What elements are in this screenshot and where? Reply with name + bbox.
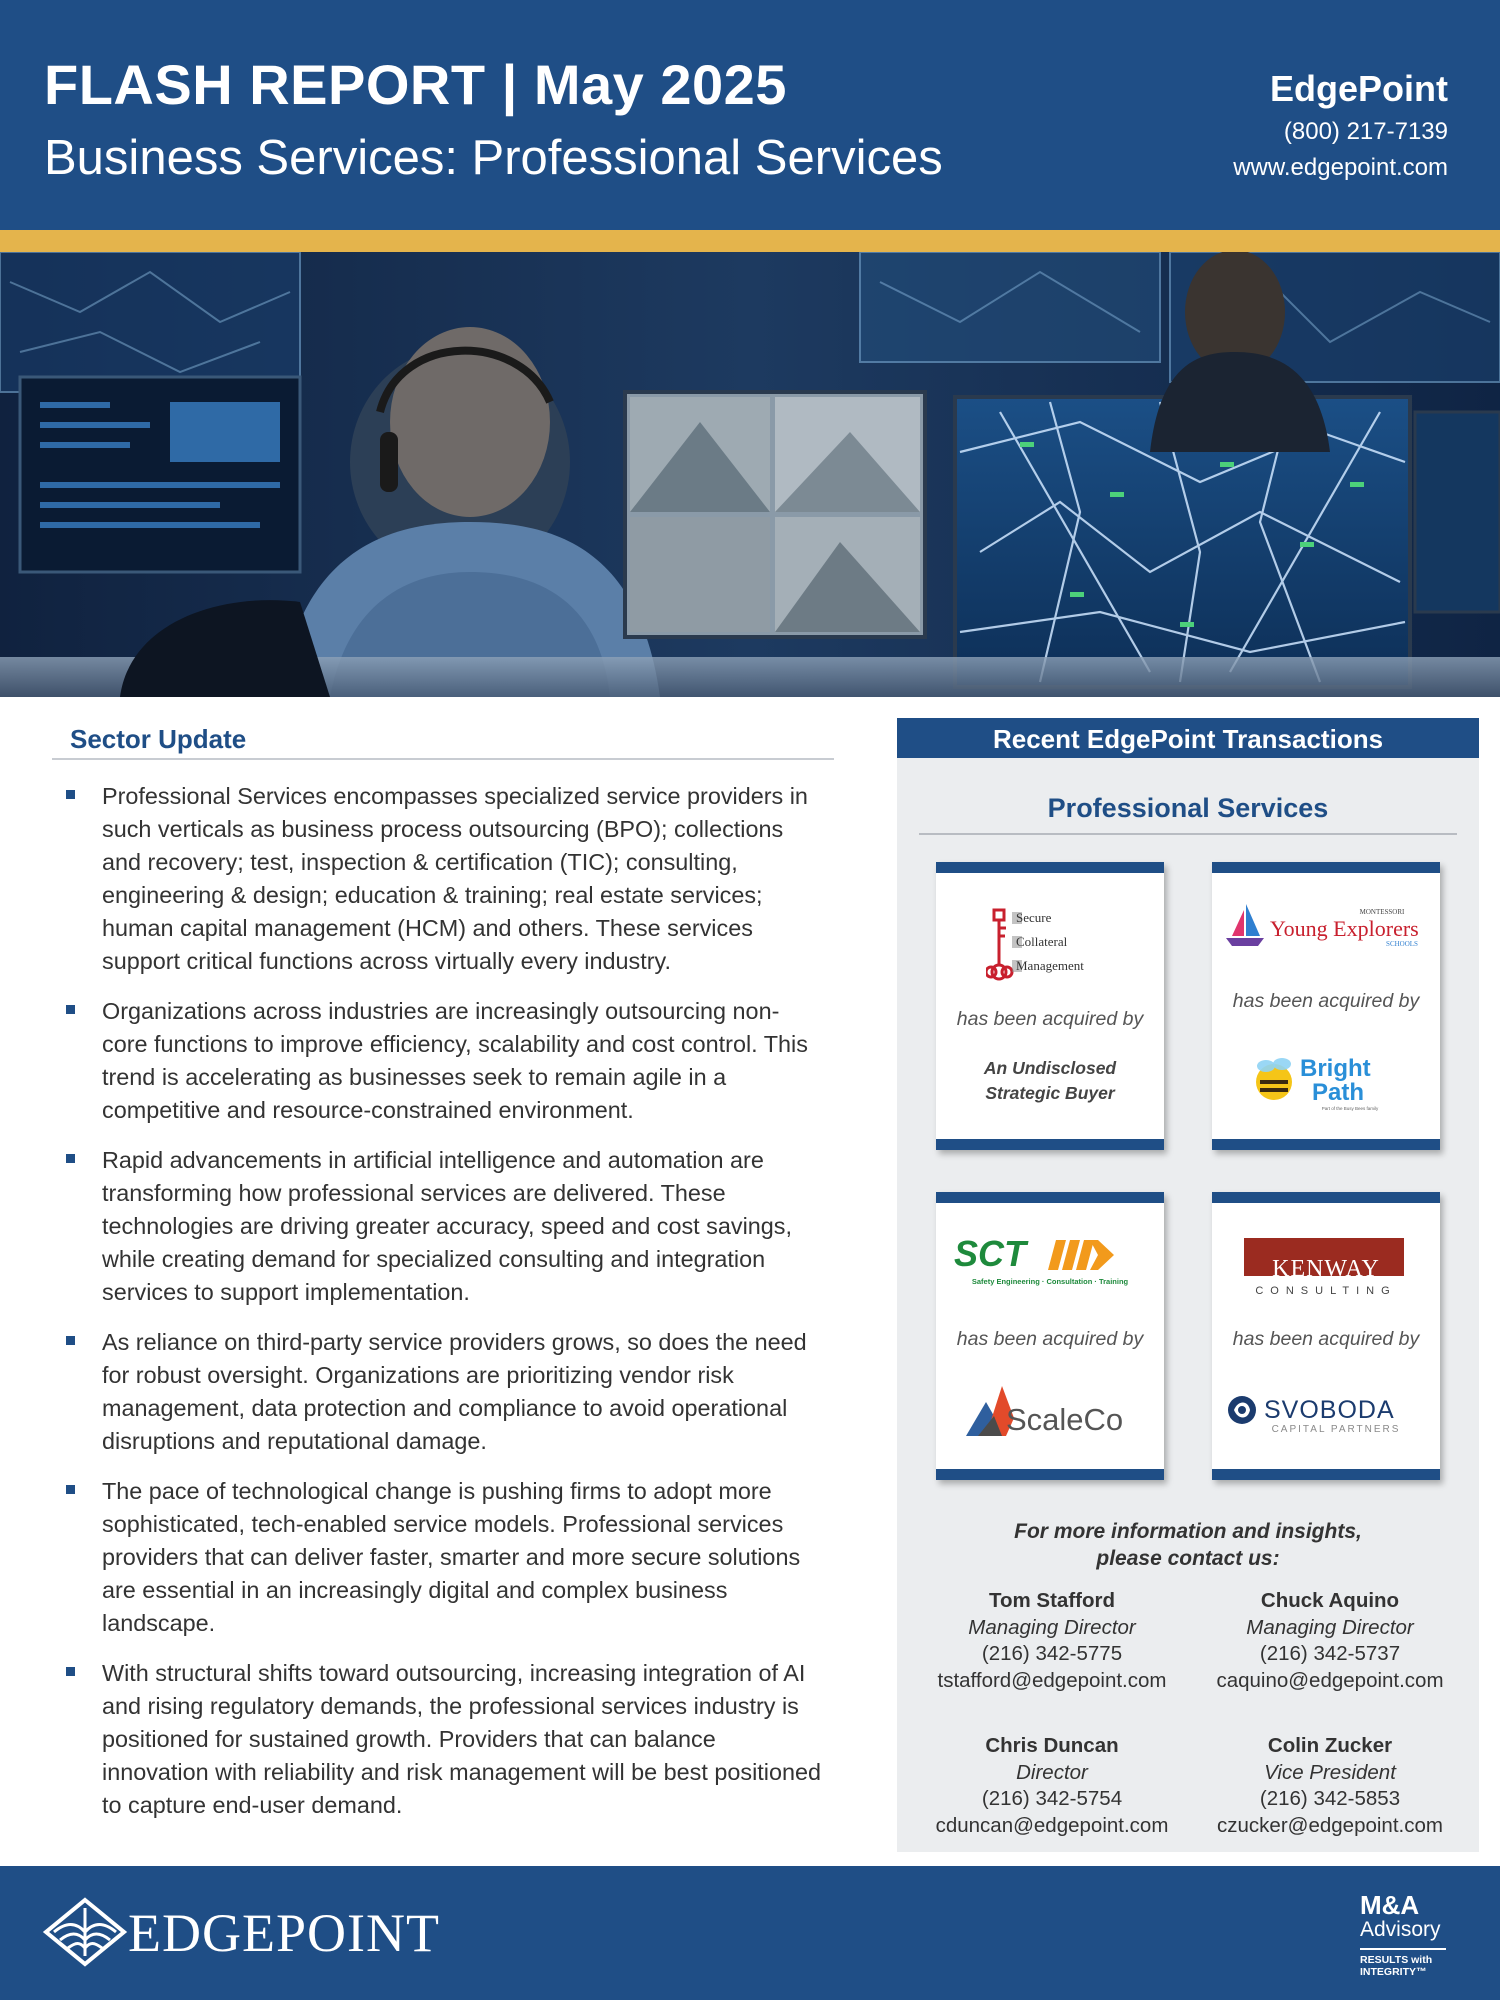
contact-card bbox=[1195, 1588, 1465, 1694]
buyer-name: ScaleCo bbox=[1006, 1402, 1124, 1437]
secure-collateral-logo bbox=[986, 906, 1116, 984]
acquired-by-text: has been acquired by bbox=[956, 1008, 1144, 1030]
contact-email[interactable]: tstafford@edgepoint.com bbox=[937, 1668, 1167, 1692]
acquired-by-text: has been acquired by bbox=[1232, 1328, 1420, 1350]
transaction-card-secure-collateral bbox=[936, 862, 1164, 1150]
contact-name: Chuck Aquino bbox=[1260, 1589, 1400, 1612]
bullet-square-icon bbox=[66, 1485, 75, 1494]
kenway-logo bbox=[1240, 1236, 1412, 1304]
transaction-card-young-explorers bbox=[1212, 862, 1440, 1150]
contact-intro: For more information and insights, please contact us: bbox=[1014, 1520, 1362, 1570]
sct-logo bbox=[950, 1232, 1150, 1292]
gold-divider bbox=[0, 230, 1500, 252]
acquired-by-text: has been acquired by bbox=[956, 1328, 1144, 1350]
buyer-name-line-2: Path bbox=[1312, 1079, 1365, 1106]
scaleco-logo bbox=[958, 1378, 1148, 1442]
seller-name-line-2: Collateral bbox=[1016, 934, 1068, 949]
contact-email[interactable]: cduncan@edgepoint.com bbox=[935, 1813, 1169, 1837]
contact-card bbox=[917, 1733, 1187, 1839]
edgepoint-mark-icon bbox=[40, 1892, 130, 1968]
contact-title: Director bbox=[1016, 1760, 1088, 1784]
hero-photo bbox=[0, 252, 1500, 697]
list-item: With structural shifts toward outsourcing, increasing integration of AI and rising regulatory demands, the professional services industry is positioned for sustained growth. Providers that can balance innovation with reliability and risk management will be best positioned to capture end-user demand. bbox=[62, 1657, 822, 1822]
list-item: Professional Services encompasses specialized service providers in such verticals as business process outsourcing (BPO); collections and recovery; test, inspection & certification (TIC); consulting, engineering & design; education & training; real estate services; human capital management (HCM) and others. These services support critical functions across virtually every industry. bbox=[62, 780, 822, 978]
bullet-square-icon bbox=[66, 1154, 75, 1163]
contact-name: Chris Duncan bbox=[985, 1734, 1119, 1757]
buyer-tagline: Part of the Busy Bees family bbox=[1321, 1106, 1379, 1111]
edgepoint-logo: EDGEPOINT bbox=[128, 1903, 440, 1963]
bullet-square-icon bbox=[66, 790, 75, 799]
transactions-header: Recent EdgePoint Transactions bbox=[897, 718, 1479, 758]
seller-name: KENWAY bbox=[1272, 1256, 1380, 1282]
buyer-name: An Undisclosed Strategic Buyer bbox=[983, 1058, 1117, 1103]
sector-update-title: Sector Update bbox=[70, 724, 247, 754]
contact-phone: (216) 342-5737 bbox=[1259, 1642, 1401, 1665]
acquired-by-text: has been acquired by bbox=[1232, 990, 1420, 1012]
header-phone: (800) 217-7139 bbox=[1283, 118, 1448, 145]
transaction-card-kenway bbox=[1212, 1192, 1440, 1480]
contact-title: Vice President bbox=[1264, 1760, 1396, 1784]
contact-email[interactable]: caquino@edgepoint.com bbox=[1216, 1668, 1444, 1692]
seller-name-line-1: Secure bbox=[1016, 910, 1052, 925]
report-header bbox=[0, 0, 1500, 230]
ma-advisory-badge: M&A Advisory RESULTS with INTEGRITY™ bbox=[1360, 1892, 1460, 1978]
buyer-name: SVOBODA bbox=[1264, 1396, 1395, 1424]
sector-update-list bbox=[62, 780, 822, 1839]
report-title: FLASH REPORT | May 2025 bbox=[44, 53, 787, 116]
bullet-square-icon bbox=[66, 1667, 75, 1676]
contact-phone: (216) 342-5775 bbox=[981, 1642, 1123, 1665]
buyer-name-line-1: Bright bbox=[1300, 1055, 1371, 1082]
contact-title: Managing Director bbox=[1246, 1615, 1414, 1639]
transactions-divider bbox=[919, 833, 1457, 835]
list-item: Organizations across industries are increasingly outsourcing non-core functions to improve efficiency, scalability and cost control. This trend is accelerating as businesses seek to remain agile in a competitive and resource-constrained environment. bbox=[62, 995, 822, 1127]
bullet-square-icon bbox=[66, 1336, 75, 1345]
transactions-category: Professional Services bbox=[1047, 793, 1329, 823]
seller-bottom-label: SCHOOLS bbox=[1386, 940, 1418, 948]
list-item: As reliance on third-party service providers grows, so does the need for robust oversight. Organizations are prioritizing vendor risk management, data protection and compliance to avoid operational disruptions and reputational damage. bbox=[62, 1326, 822, 1458]
contact-phone: (216) 342-5853 bbox=[1259, 1787, 1401, 1810]
sector-update-divider bbox=[52, 758, 834, 760]
bullet-square-icon bbox=[66, 1005, 75, 1014]
list-item: Rapid advancements in artificial intelligence and automation are transforming how professional services are delivered. These technologies are driving greater accuracy, speed and cost savings, while creating demand for specialized consulting and integration services to support implementation. bbox=[62, 1144, 822, 1309]
list-item: The pace of technological change is pushing firms to adopt more sophisticated, tech-enabled service models. Professional services providers that can deliver faster, smarter and more secure solutions are essential in an increasingly digital and complex business landscape. bbox=[62, 1475, 822, 1640]
transactions-panel bbox=[897, 758, 1479, 1852]
control-room-illustration bbox=[0, 252, 1500, 697]
seller-name: Young Explorers bbox=[1270, 916, 1419, 941]
contact-name: Tom Stafford bbox=[988, 1589, 1116, 1612]
buyer-tagline: CAPITAL PARTNERS bbox=[1271, 1424, 1401, 1435]
contact-card bbox=[917, 1588, 1187, 1694]
brand-name: EdgePoint bbox=[1270, 68, 1448, 109]
contact-name: Colin Zucker bbox=[1267, 1734, 1393, 1757]
bright-path-logo bbox=[1250, 1048, 1410, 1114]
header-website: www.edgepoint.com bbox=[1233, 154, 1448, 181]
svoboda-logo bbox=[1224, 1392, 1434, 1436]
report-footer bbox=[0, 1866, 1500, 2000]
seller-tagline: CONSULTING bbox=[1255, 1285, 1397, 1297]
contact-phone: (216) 342-5754 bbox=[981, 1787, 1123, 1810]
seller-name: SCT bbox=[954, 1233, 1026, 1274]
contact-email[interactable]: czucker@edgepoint.com bbox=[1217, 1813, 1443, 1837]
seller-tagline: Safety Engineering · Consultation · Training bbox=[971, 1277, 1129, 1286]
report-subtitle: Business Services: Professional Services bbox=[44, 131, 943, 185]
seller-top-label: MONTESSORI bbox=[1359, 908, 1405, 916]
young-explorers-logo bbox=[1222, 896, 1432, 956]
transaction-card-sct bbox=[936, 1192, 1164, 1480]
seller-name-line-3: Management bbox=[1016, 958, 1084, 973]
contact-card bbox=[1195, 1733, 1465, 1839]
contact-title: Managing Director bbox=[968, 1615, 1136, 1639]
